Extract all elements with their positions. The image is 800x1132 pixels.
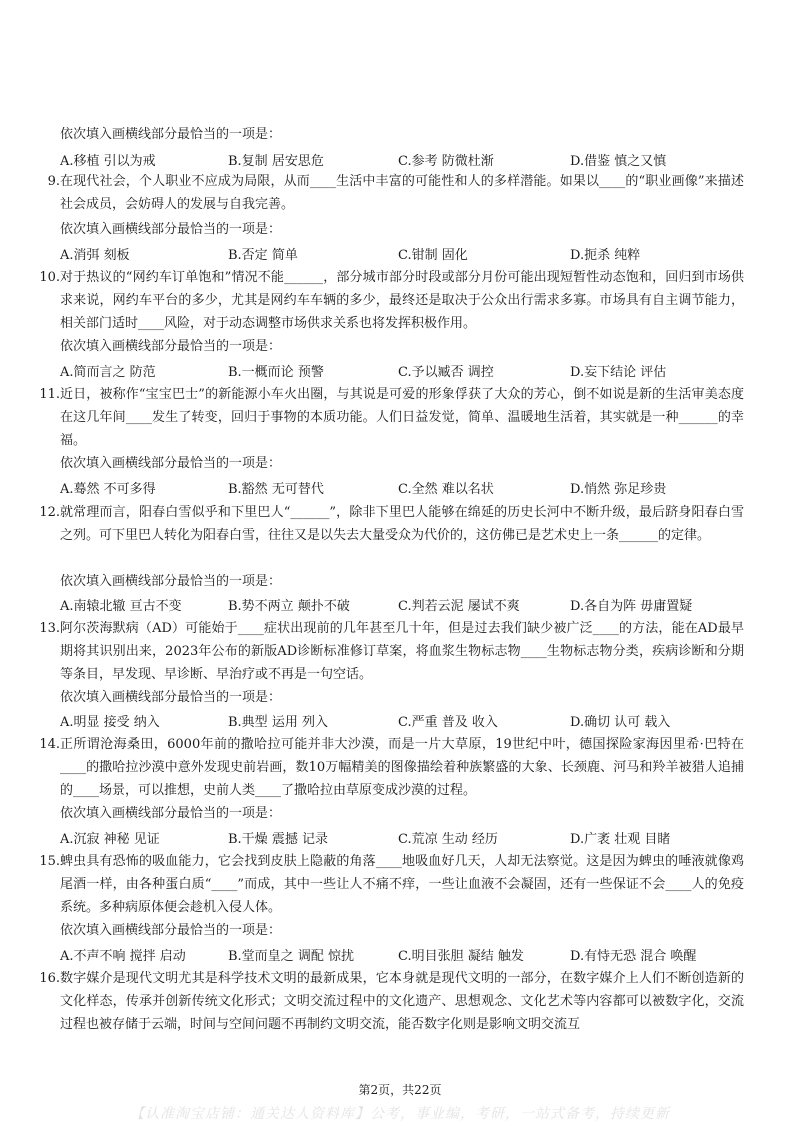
question-text: 对于热议的“网约车订单饱和”情况不能______，部分城市部分时段或部分月份可能出现短暂性动态饱和，回归到市场供求来说，网约车平台的多少，尤其是网约车车辆的多少，最终还是取决于公众出行需求多寡。市场具有自主调节能力，相关部门适时____风险，对于动态调整市场供求关系也将发挥积极作用。 <box>60 270 744 331</box>
question-9 <box>38 170 744 216</box>
q12-option-c: C.判若云泥 屡试不爽 <box>398 599 520 614</box>
q15-options <box>60 945 760 965</box>
q11-option-d: D.悄然 弥足珍贵 <box>570 482 667 497</box>
q12-prompt: 依次填入画横线部分最恰当的一项是： <box>60 574 282 589</box>
q14-prompt: 依次填入画横线部分最恰当的一项是： <box>60 806 282 821</box>
question-13 <box>38 617 744 686</box>
q13-option-c: C.严重 普及 收入 <box>398 715 498 730</box>
question-number: 11. <box>39 387 60 402</box>
q15-prompt: 依次填入画横线部分最恰当的一项是： <box>60 923 282 938</box>
q14-option-b: B.干燥 震撼 记录 <box>228 832 328 847</box>
q11-options <box>60 478 760 498</box>
q9-option-c: C.钳制 固化 <box>398 248 468 263</box>
q8-option-c: C.参考 防微杜渐 <box>398 154 494 169</box>
q12-option-b: B.势不两立 颠扑不破 <box>228 599 350 614</box>
question-number: 13. <box>39 621 60 636</box>
question-number: 16. <box>39 971 60 986</box>
q11-option-b: B.豁然 无可替代 <box>228 482 324 497</box>
question-number: 15. <box>39 854 60 869</box>
q13-option-d: D.确切 认可 载入 <box>570 715 671 730</box>
q8-option-d: D.借鉴 慎之又慎 <box>570 154 667 169</box>
q14-option-a: A.沉寂 神秘 见证 <box>60 832 160 847</box>
q9-option-d: D.扼杀 纯粹 <box>570 248 641 263</box>
question-11 <box>38 383 744 452</box>
question-text: 蜱虫具有恐怖的吸血能力，它会找到皮肤上隐蔽的角落____地吸血好几天，人却无法察觉。这是因为蜱虫的唾液就像鸡尾酒一样，由各种蛋白质“____”而成，其中一些让人不痛不痒，一些让血液不会凝固，还有一些保证不会____人的免疫系统。多种病原体便会趁机入侵人体。 <box>60 854 744 915</box>
question-number: 10. <box>39 270 60 285</box>
q10-option-b: B.一概而论 预警 <box>228 365 324 380</box>
question-14 <box>38 733 744 802</box>
question-text: 正所谓沧海桑田，6000年前的撒哈拉可能并非大沙漠，而是一片大草原，19世纪中叶，德国探险家海因里希·巴特在____的撒哈拉沙漠中意外发现史前岩画，数10万幅精美的图像描绘着种族繁盛的大象、长颈鹿、河马和羚羊被猎人追捕的____场景，可以推想，史前人类____了撒哈拉由草原变成沙漠的过程。 <box>60 737 744 798</box>
watermark-banner: 【认准淘宝店铺：通关达人资料库】公考，事业编，考研，一站式备考，持续更新 <box>130 1106 670 1122</box>
q13-options <box>60 711 760 731</box>
q9-option-b: B.否定 简单 <box>228 248 298 263</box>
question-12 <box>38 501 744 547</box>
q11-option-a: A.蓦然 不可多得 <box>60 482 156 497</box>
q13-option-a: A.明显 接受 纳入 <box>60 715 160 730</box>
q10-option-a: A.简而言之 防范 <box>60 365 156 380</box>
q8-option-a: A.移植 引以为戒 <box>60 154 156 169</box>
question-number: 14. <box>39 737 60 752</box>
q11-option-c: C.全然 难以名状 <box>398 482 494 497</box>
q10-options <box>60 361 760 381</box>
question-text: 在现代社会，个人职业不应成为局限，从而____生活中丰富的可能性和人的多样潜能。如果以____的“职业画像”来描述社会成员，会妨碍人的发展与自我完善。 <box>60 174 744 212</box>
question-16 <box>38 967 744 1036</box>
q14-options <box>60 828 760 848</box>
page-number: 第2页，共22页 <box>358 1083 442 1097</box>
question-text: 数字媒介是现代文明尤其是科学技术文明的最新成果，它本身就是现代文明的一部分，在数字媒介上人们不断创造新的文化样态，传承并创新传统文化形式；文明交流过程中的文化遗产、思想观念、文化艺术等内容都可以被数字化，交流过程也被存储于云端，时间与空间问题不再制约文明交流，能否数字化则是影响文明交流互 <box>60 971 744 1032</box>
q11-prompt: 依次填入画横线部分最恰当的一项是： <box>60 456 282 471</box>
question-text: 就常理而言，阳春白雪似乎和下里巴人“______”，除非下里巴人能够在绵延的历史长河中不断升级，最后跻身阳春白雪之列。可下里巴人转化为阳春白雪，往往又是以失去大量受众为代价的，这仿佛已是艺术史上一条______的定律。 <box>60 505 744 543</box>
q8-option-b: B.复制 居安思危 <box>228 154 324 169</box>
question-15 <box>38 850 744 919</box>
q12-options <box>60 595 760 615</box>
q9-prompt: 依次填入画横线部分最恰当的一项是： <box>60 222 282 237</box>
question-10 <box>38 266 744 335</box>
q15-option-a: A.不声不响 搅拌 启动 <box>60 949 186 964</box>
q13-option-b: B.典型 运用 列入 <box>228 715 328 730</box>
q10-option-d: D.妄下结论 评估 <box>570 365 667 380</box>
q15-option-d: D.有恃无恐 混合 唤醒 <box>570 949 697 964</box>
question-text: 阿尔茨海默病（AD）可能始于____症状出现前的几年甚至几十年，但是过去我们缺少被广泛____的方法，能在AD最早期将其识别出来，2023年公布的新版AD诊断标准修订草案，将血浆生物标志物____生物标志物分类，疾病诊断和分期等条目，早发现、早诊断、早治疗或不再是一句空话。 <box>60 621 744 682</box>
q12-option-d: D.各自为阵 毋庸置疑 <box>570 599 693 614</box>
q14-option-c: C.荒凉 生动 经历 <box>398 832 498 847</box>
q9-options <box>60 244 760 264</box>
question-number: 9. <box>47 174 60 189</box>
q15-option-c: C.明目张胆 凝结 触发 <box>398 949 524 964</box>
question-number: 12. <box>39 505 60 520</box>
q14-option-d: D.广袤 壮观 目睹 <box>570 832 671 847</box>
q15-option-b: B.堂而皇之 调配 惊扰 <box>228 949 354 964</box>
q13-prompt: 依次填入画横线部分最恰当的一项是： <box>60 690 282 705</box>
q10-option-c: C.予以臧否 调控 <box>398 365 494 380</box>
q10-prompt: 依次填入画横线部分最恰当的一项是： <box>60 339 282 354</box>
q8-prompt: 依次填入画横线部分最恰当的一项是： <box>60 127 282 142</box>
q12-option-a: A.南辕北辙 亘古不变 <box>60 599 182 614</box>
q9-option-a: A.消弭 刻板 <box>60 248 130 263</box>
question-text: 近日，被称作“宝宝巴士”的新能源小车火出圈，与其说是可爱的形象俘获了大众的芳心，倒不如说是新的生活审美态度在这几年间____发生了转变，回归于事物的本质功能。人们日益发觉，简单、温暖地生活着，其实就是一种______的幸福。 <box>60 387 744 448</box>
q8-options <box>60 150 760 170</box>
